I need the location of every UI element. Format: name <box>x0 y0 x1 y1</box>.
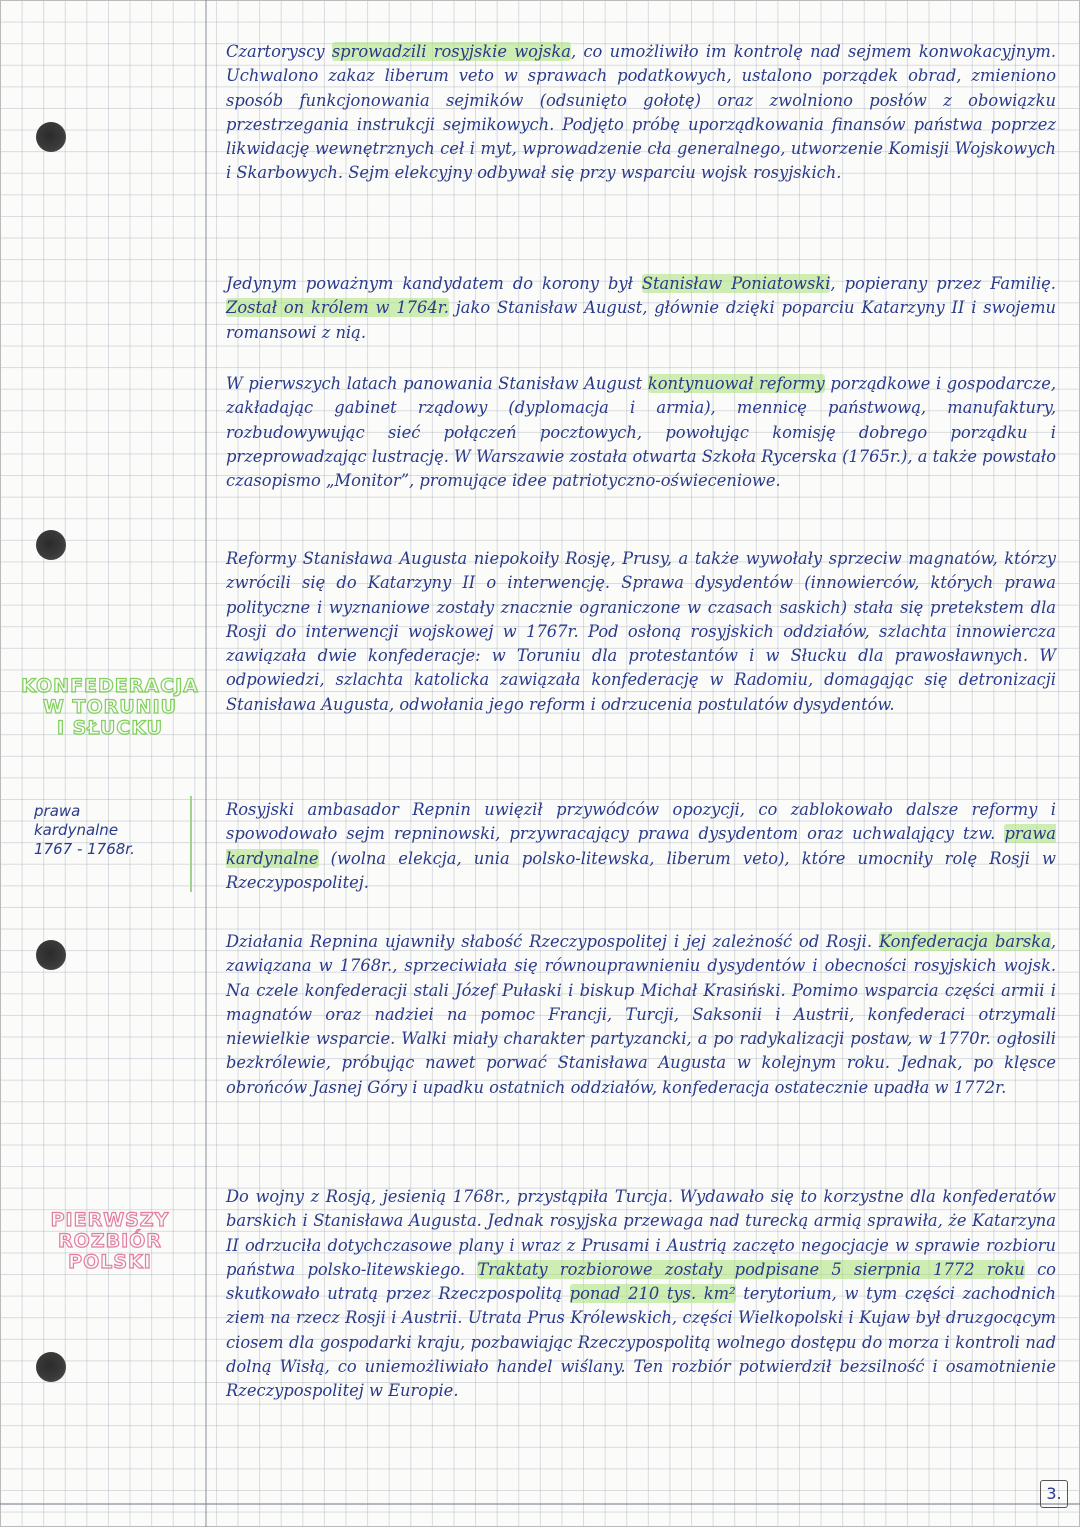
highlight: Został on królem w 1764r. <box>226 298 449 318</box>
punch-hole-icon <box>36 122 66 152</box>
text: , zawiązana w 1768r., sprzeciwiała się równouprawnieniu dysydentów i obecności rosyjskich wojsk. Na czele konfederacji stali Józef Pułaski i biskup Michał Krasiński. Pomimo wsparcia części armii i magnatów oraz nadziei na pomoc Francji, Turcji, Saksonii i Austrii, konfederaci otrzymali niewielkie wsparcie. Walki miały charakter partyzancki, a po radykalizacji postaw, w 1770r. ogłosili bezkrólewie, próbując nawet porwać Stanisława Augusta w kolejnym roku. Jednak, po klęsce obrońców Jasnej Góry i upadku ostatnich oddziałów, konfederacja ostatecznie upadła w 1772r. <box>226 932 1056 1097</box>
margin-note-konfederacja <box>20 676 200 739</box>
highlight: prawa kardynalne <box>226 824 1056 868</box>
highlight: kontynuował reformy <box>647 374 825 393</box>
margin-note-line: KONFEDERACJA <box>21 675 199 697</box>
highlight: sprowadzili rosyjskie wojska <box>331 42 571 61</box>
margin-note-line: W TORUNIU <box>42 696 178 718</box>
margin-line <box>205 0 207 1527</box>
margin-note-line: ROZBIÓR <box>58 1230 162 1252</box>
highlight: Stanisław Poniatowski <box>641 274 831 293</box>
margin-note-line: I SŁUCKU <box>56 717 164 739</box>
text: Czartoryscy <box>226 42 332 61</box>
text: Rosyjski ambasador Repnin uwięził przywódców opozycji, co zablokowało dalsze reformy i spowodowało sejm repninowski, przywracający prawa dysydentom oraz uchwalający tzw. <box>226 800 1056 844</box>
margin-note-line: prawa <box>34 802 81 820</box>
punch-hole-icon <box>36 1352 66 1382</box>
margin-note-prawa-kardynalne <box>34 802 214 859</box>
paragraph-czartoryscy <box>226 40 1056 186</box>
text: Reformy Stanisława Augusta niepokoiły Rosję, Prusy, a także wywołały sprzeciw magnatów, którzy zwrócili się do Katarzyny II o interwencję. Sprawa dysydentów (innowierców, których prawa polityczne i wyznaniowe zostały znacznie ograniczone w czasach saskich) stała się pretekstem dla Rosji do interwencji wojskowej w 1767r. Pod osłoną rosyjskich oddziałów, szlachta innowiercza zawiązała dwie konfederacje: w Toruniu dla protestantów i w Słucku dla prawosławnych. W odpowiedzi, szlachta katolicka zawiązała konfederację w Radomiu, domagając się detronizacji Stanisława Augusta, odwołania jego reform i odrzucenia postulatów dysydentów. <box>226 549 1056 714</box>
highlight: Traktaty rozbiorowe zostały podpisane 5 sierpnia 1772 roku <box>477 1259 1025 1279</box>
text: Działania Repnina ujawniły słabość Rzeczypospolitej i jej zależność od Rosji. <box>226 932 879 951</box>
text: jako Stanisław August, głównie dzięki poparciu Katarzyny II i swojemu romansowi z nią. <box>226 298 1056 342</box>
text: Jedynym poważnym kandydatem do korony był <box>226 274 642 293</box>
margin-note-line: POLSKI <box>68 1251 152 1273</box>
paragraph-reformy <box>226 372 1056 493</box>
page-number: 3. <box>1040 1480 1068 1508</box>
paragraph-repnin <box>226 798 1056 895</box>
paragraph-pierwszy-rozbior <box>226 1185 1056 1404</box>
punch-hole-icon <box>36 940 66 970</box>
margin-note-line: 1767 - 1768r. <box>34 840 135 858</box>
text: W pierwszych latach panowania Stanisław August <box>226 374 648 393</box>
text: terytorium, w tym części zachodnich ziem na rzecz Rosji i Austrii. Utrata Prus Królewskich, części Wielkopolski i Kujaw był druzgocącym ciosem dla gospodarki kraju, pozbawiając Rzeczypospolitą wolnego dostępu do morza i kontroli nad dolną Wisłą, co uniemożliwiało handel wiślany. Ten rozbiór potwierdził bezsilność i osamotnienie Rzeczypospolitej w Europie. <box>226 1284 1056 1401</box>
paragraph-dysydenci <box>226 547 1056 717</box>
margin-bracket <box>190 796 198 892</box>
text: (wolna elekcja, unia polsko-litewska, liberum veto), które umocniły rolę Rosji w Rzeczypospolitej. <box>226 848 1056 892</box>
text: Do wojny z Rosją, jesienią 1768r., przystąpiła Turcja. Wydawało się to korzystne dla konfederatów barskich i Stanisława Augusta. Jednak rosyjska przewaga nad turecką armią sprawiła, że Katarzyna II odrzuciła dotychczasowe plany i wraz z Prusami i Austrią zaczęto negocjacje w sprawie rozbioru państwa polsko-litewskiego. <box>226 1187 1056 1279</box>
text: , co umożliwiło im kontrolę nad sejmem konwokacyjnym. Uchwalono zakaz liberum veto w sprawach podatkowych, ustalono porządek obrad, zmieniono sposób funkcjonowania sejmików (odsunięto gołotę) oraz zwolniono posłów z obowiązku przestrzegania instrukcji sejmikowych. Podjęto próbę uporządkowania finansów państwa poprzez likwidację wewnętrznych ceł i myt, wprowadzenie cła generalnego, utworzenie Komisji Wojskowych i Skarbowych. Sejm elekcyjny odbywał się przy wsparciu wojsk rosyjskich. <box>226 42 1057 183</box>
text: , popierany przez Familię. <box>830 274 1056 293</box>
margin-note-rozbior <box>20 1210 200 1273</box>
paragraph-poniatowski <box>226 272 1056 345</box>
margin-note-line: PIERWSZY <box>50 1209 170 1231</box>
text: co skutkowało utratą przez Rzeczpospolitą <box>226 1259 1056 1304</box>
margin-note-line: kardynalne <box>34 821 119 839</box>
bottom-rule <box>0 1503 1080 1505</box>
paragraph-konfederacja-barska <box>226 930 1056 1100</box>
punch-hole-icon <box>36 530 66 560</box>
highlight: Konfederacja barska <box>878 932 1051 951</box>
text: porządkowe i gospodarcze, zakładając gabinet rządowy (dyplomacja i armia), mennicę państwową, manufaktury, rozbudowywując sieć połączeń pocztowych, powołując komisję dobrego porządku i przeprowadzając lustrację. W Warszawie została otwarta Szkoła Rycerska (1765r.), a także powstało czasopismo „Monitor”, promujące idee patriotyczno-oświeceniowe. <box>226 374 1057 491</box>
highlight: ponad 210 tys. km² <box>569 1284 736 1304</box>
